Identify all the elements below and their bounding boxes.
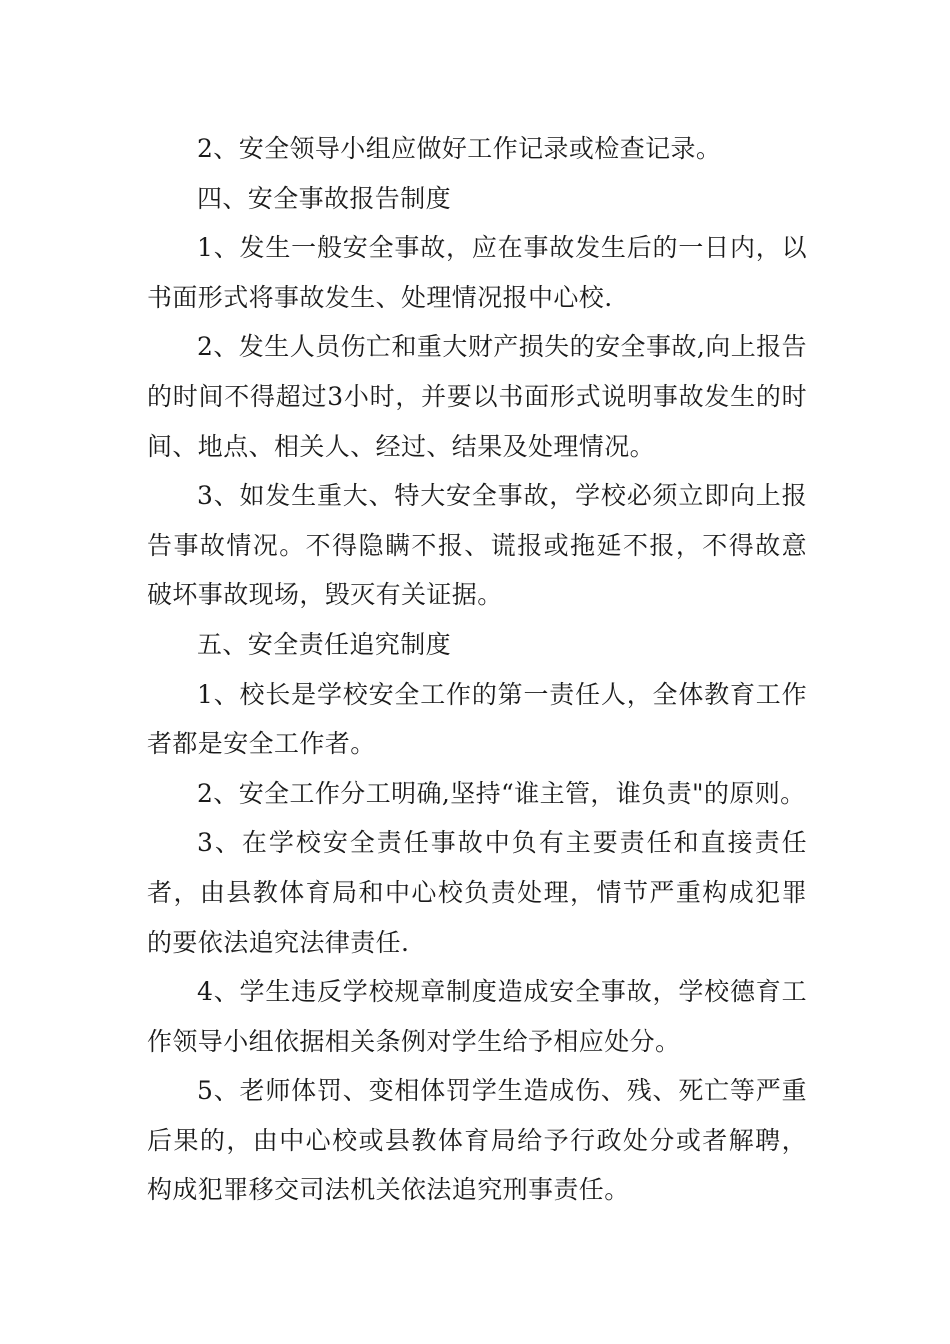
document-body [147,124,807,1215]
section-heading-accountability: 五、安全责任追究制度 [197,629,452,659]
section-heading-accident-report: 四、安全事故报告制度 [197,183,452,213]
paragraph-liability: 3、在学校安全责任事故中负有主要责任和直接责任者，由县教体育局和中心校负责处理，情节严重构成犯罪的要依法追究法律责任. [147,828,807,957]
paragraph-division-of-work: 2、安全工作分工明确,坚持“谁主管，谁负责"的原则。 [197,778,806,808]
paragraph-major-accident: 3、如发生重大、特大安全事故，学校必须立即向上报告事故情况。不得隐瞒不报、谎报或拖延不报，不得故意破坏事故现场，毁灭有关证据。 [147,481,807,610]
paragraph-student-violation: 4、学生违反学校规章制度造成安全事故，学校德育工作领导小组依据相关条例对学生给予相应处分。 [147,977,807,1056]
paragraph-principal-responsibility: 1、校长是学校安全工作的第一责任人，全体教育工作者都是安全工作者。 [147,679,807,759]
paragraph-casualty-report: 2、发生人员伤亡和重大财产损失的安全事故,向上报告的时间不得超过3小时，并要以书面形式说明事故发生的时间、地点、相关人、经过、结果及处理情况。 [147,332,807,461]
paragraph-corporal-punishment: 5、老师体罚、变相体罚学生造成伤、残、死亡等严重后果的，由中心校或县教体育局给予行政处分或者解聘，构成犯罪移交司法机关依法追究刑事责任。 [147,1076,807,1205]
paragraph-general-accident: 1、发生一般安全事故，应在事故发生后的一日内，以书面形式将事故发生、处理情况报中心校. [147,233,807,312]
paragraph-record-keeping: 2、安全领导小组应做好工作记录或检查记录。 [197,134,722,163]
